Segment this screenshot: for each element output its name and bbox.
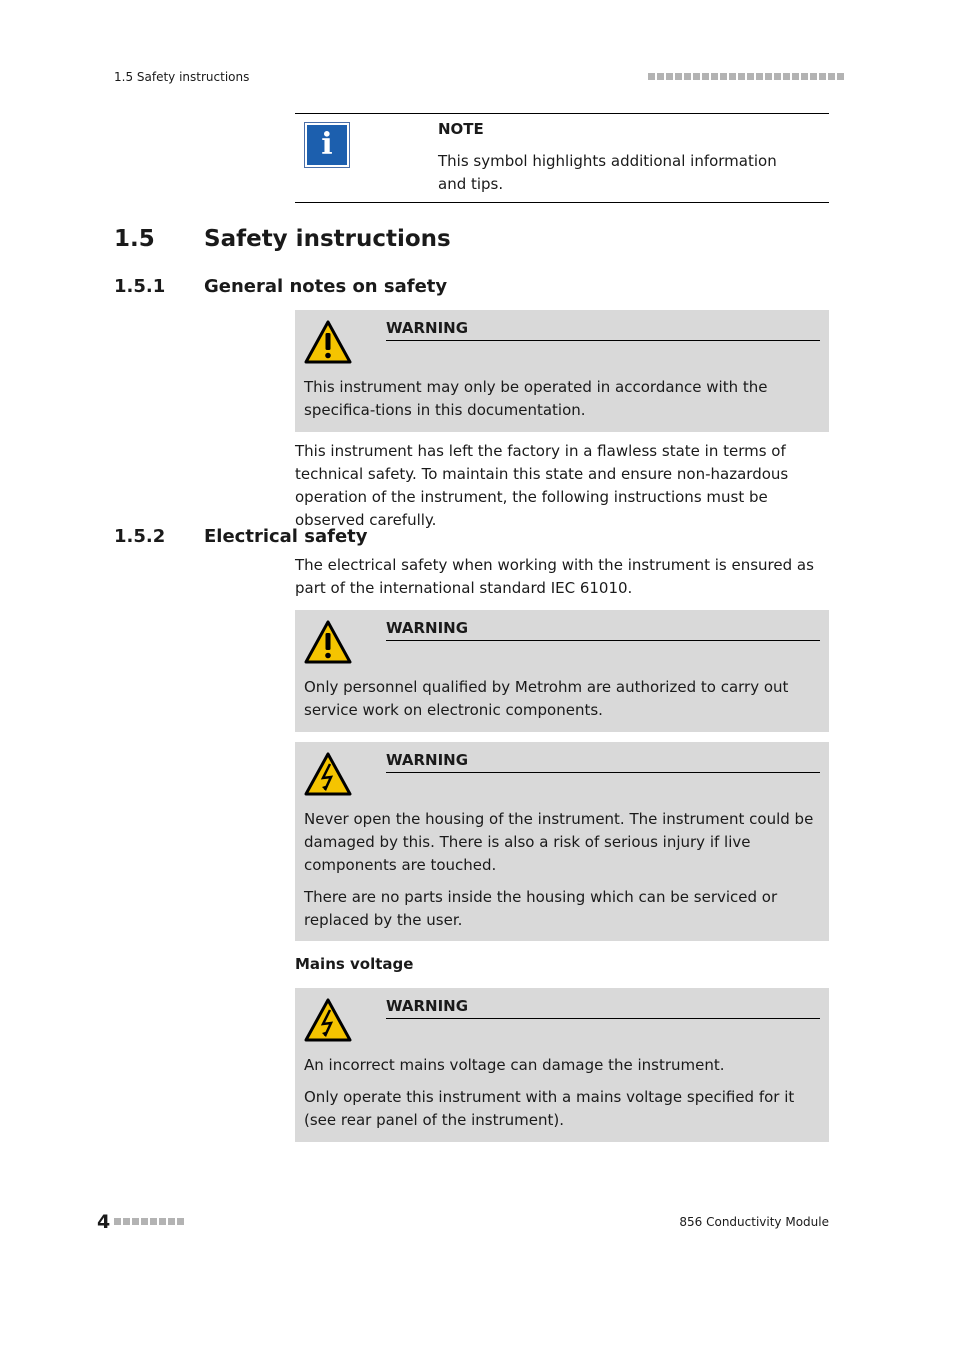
warning-text: An incorrect mains voltage can damage the instrument. bbox=[304, 1056, 725, 1074]
warning-title: WARNING bbox=[386, 751, 820, 773]
info-icon: i bbox=[304, 122, 350, 168]
warning-icon bbox=[304, 620, 352, 664]
subsection-title: Electrical safety bbox=[204, 526, 368, 547]
warning-body bbox=[304, 1054, 822, 1141]
subsection-number: 1.5.2 bbox=[114, 526, 166, 547]
high-voltage-icon bbox=[304, 752, 352, 796]
warning-box-personnel bbox=[295, 610, 829, 732]
note-box bbox=[295, 113, 829, 203]
section-title: Safety instructions bbox=[204, 226, 451, 252]
warning-body bbox=[304, 376, 822, 431]
warning-text: Only operate this instrument with a mains voltage specified for it (see rear panel of the instrument). bbox=[304, 1088, 795, 1129]
section-number: 1.5 bbox=[114, 226, 155, 252]
warning-text: There are no parts inside the housing which can be serviced or replaced by the user. bbox=[304, 888, 778, 929]
section-heading bbox=[114, 226, 451, 252]
header-dots-decoration bbox=[648, 73, 844, 80]
note-text: This symbol highlights additional information and tips. bbox=[438, 152, 777, 193]
warning-text: Only personnel qualified by Metrohm are authorized to carry out service work on electronic components. bbox=[304, 678, 789, 719]
subsection-number: 1.5.1 bbox=[114, 276, 166, 297]
warning-box-mains bbox=[295, 988, 829, 1142]
warning-text: This instrument may only be operated in accordance with the specifica-tions in this documentation. bbox=[304, 378, 768, 419]
subsection-title: General notes on safety bbox=[204, 276, 448, 297]
warning-body bbox=[304, 808, 822, 941]
running-header: 1.5 Safety instructions bbox=[114, 70, 250, 84]
subsection-heading-general bbox=[114, 276, 448, 297]
mains-voltage-heading: Mains voltage bbox=[295, 955, 414, 973]
note-title: NOTE bbox=[438, 120, 484, 138]
product-name: 856 Conductivity Module bbox=[679, 1215, 829, 1229]
page-number: 4 bbox=[97, 1211, 111, 1233]
subsection-heading-electrical bbox=[114, 526, 368, 547]
high-voltage-icon bbox=[304, 998, 352, 1042]
footer-dots-decoration bbox=[114, 1218, 184, 1225]
warning-box-general bbox=[295, 310, 829, 432]
warning-title: WARNING bbox=[386, 319, 820, 341]
warning-body bbox=[304, 676, 822, 731]
warning-title: WARNING bbox=[386, 997, 820, 1019]
warning-icon bbox=[304, 320, 352, 364]
warning-text: Never open the housing of the instrument. The instrument could be damaged by this. There is also a risk of serious injury if live components are touched. bbox=[304, 810, 814, 874]
body-paragraph: This instrument has left the factory in a flawless state in terms of technical safety. To maintain this state and ensure non-hazardous operation of the instrument, the following instructions must be observed carefully. bbox=[295, 442, 789, 529]
warning-title: WARNING bbox=[386, 619, 820, 641]
body-paragraph: The electrical safety when working with the instrument is ensured as part of the international standard IEC 61010. bbox=[295, 556, 814, 597]
warning-box-housing bbox=[295, 742, 829, 941]
